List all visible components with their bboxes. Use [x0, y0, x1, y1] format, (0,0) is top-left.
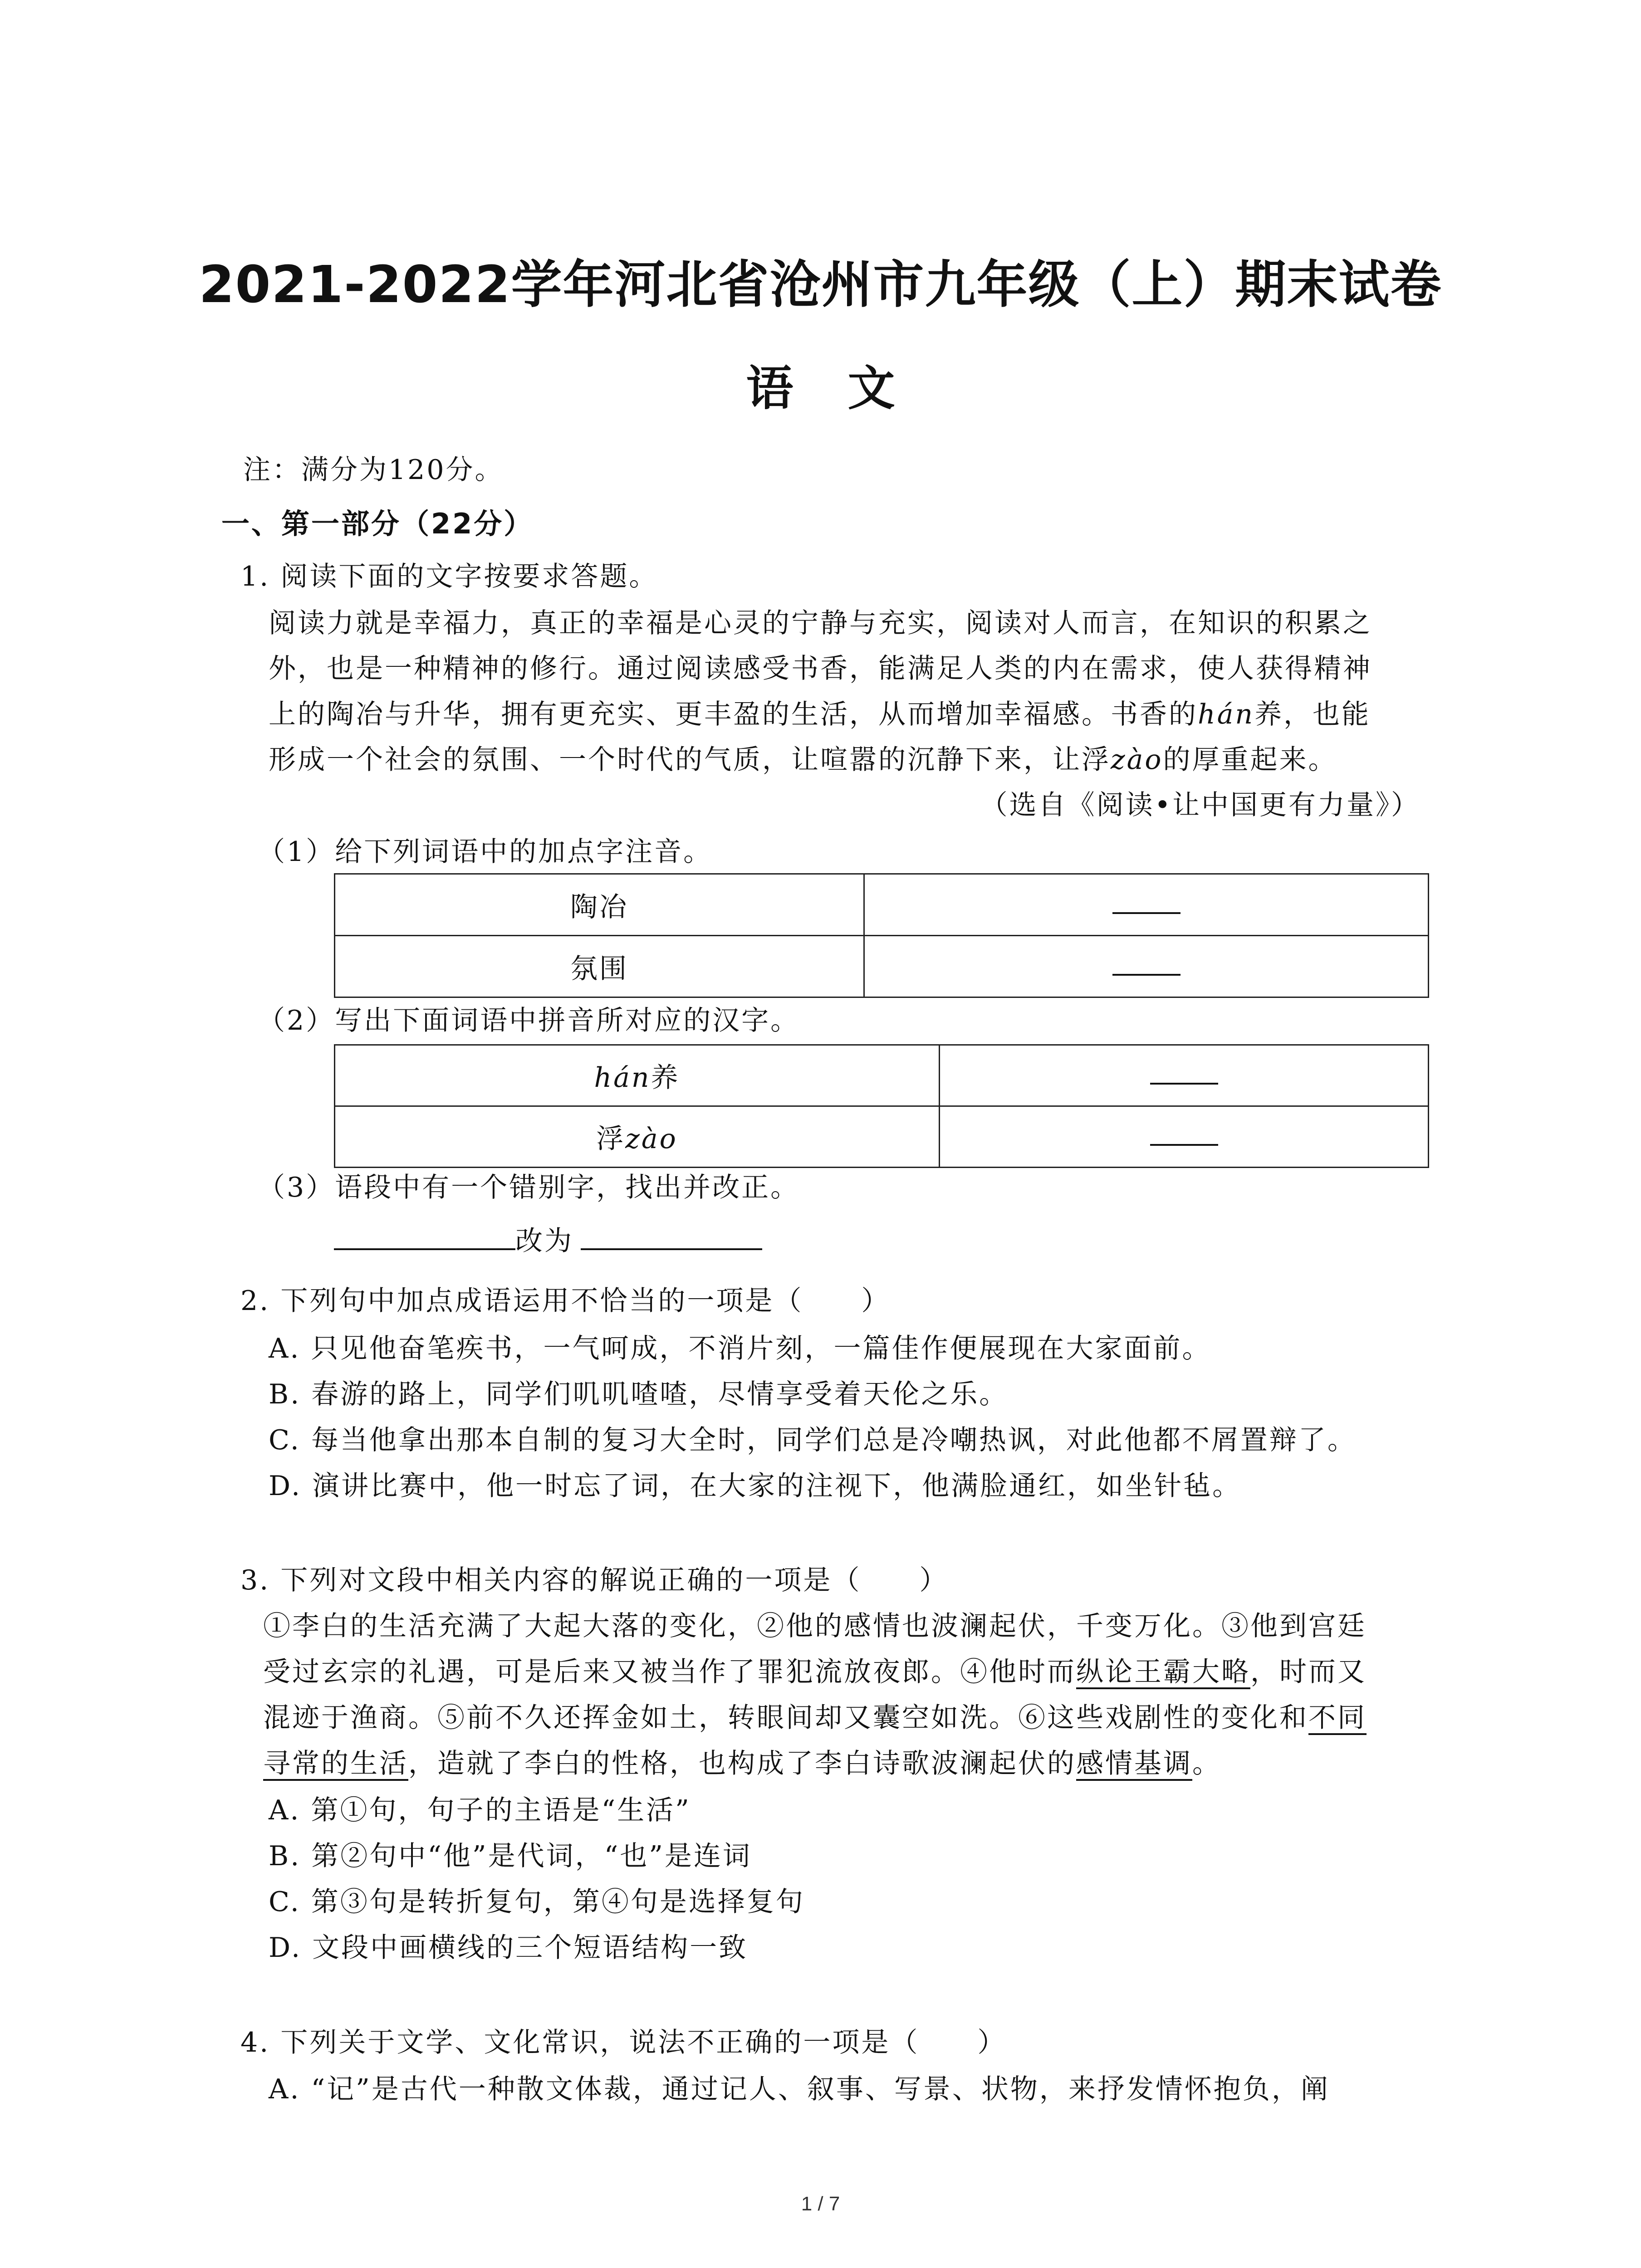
q3-option-a: A. 第①句，句子的主语是“生活”	[269, 1794, 691, 1826]
phonetic-word-2: 氛围	[335, 936, 864, 997]
hanzi-word-1	[335, 1045, 940, 1106]
q3-option-c: C. 第③句是转折复句，第④句是选择复句	[269, 1886, 805, 1918]
q1-sub3: （3）语段中有一个错别字，找出并改正。	[258, 1172, 800, 1203]
phonetic-table	[334, 873, 1429, 998]
q1-passage-line-3-end: 养，也能	[1254, 699, 1371, 730]
q1-passage-line-4-text: 形成一个社会的氛围、一个时代的气质，让喧嚣的沉静下来，让浮	[269, 744, 1111, 776]
page-number: 1 / 7	[801, 2193, 840, 2215]
q1-passage-line-2: 外，也是一种精神的修行。通过阅读感受书香，能满足人类的内在需求，使人获得精神	[269, 653, 1372, 684]
exam-title: 2021-2022学年河北省沧州市九年级（上）期末试卷	[199, 255, 1442, 314]
q3-passage-line-2	[263, 1655, 1367, 1689]
q3-line-4-end: 。	[1192, 1748, 1221, 1779]
underlined-phrase-1: 纵论王霸大略	[1076, 1656, 1250, 1688]
hanzi-table	[334, 1044, 1429, 1168]
q3-line-4-text: ，造就了李白的性格，也构成了李白诗歌波澜起伏的	[408, 1748, 1076, 1779]
underlined-phrase-2-end: 寻常的生活	[263, 1748, 408, 1779]
q3-passage-line-1: ①李白的生活充满了大起大落的变化，②他的感情也波澜起伏，千变万化。③他到宫廷	[263, 1610, 1367, 1642]
q1-sub1: （1）给下列词语中的加点字注音。	[258, 836, 713, 868]
wrong-char-blank[interactable]	[334, 1221, 515, 1250]
q1-sub2: （2）写出下面词语中拼音所对应的汉字。	[258, 1005, 800, 1036]
q1-passage-line-3	[269, 697, 1371, 732]
q1-passage-line-4	[269, 743, 1337, 777]
pinyin-zao: zào	[1111, 744, 1163, 776]
phonetic-answer-1[interactable]	[864, 874, 1429, 936]
underlined-phrase-3: 感情基调	[1076, 1748, 1192, 1779]
answer-blank	[1150, 1124, 1218, 1146]
q2-option-d: D. 演讲比赛中，他一时忘了词，在大家的注视下，他满脸通红，如坐针毡。	[269, 1470, 1242, 1502]
q3-line-2-text: 受过玄宗的礼遇，可是后来又被当作了罪犯流放夜郎。④他时而	[263, 1656, 1076, 1688]
q3-option-b: B. 第②句中“他”是代词，“也”是连词	[269, 1840, 752, 1872]
q1-passage-line-3-text: 上的陶冶与升华，拥有更充实、更丰盈的生活，从而增加幸福感。书香的	[269, 699, 1198, 730]
score-note: 注：满分为120分。	[243, 454, 504, 486]
answer-blank	[1112, 954, 1181, 976]
passage-source: （选自《阅读•让中国更有力量》）	[980, 789, 1420, 821]
answer-blank	[1112, 892, 1181, 914]
q4-option-a: A. “记”是古代一种散文体裁，通过记人、叙事、写景、状物，来抒发情怀抱负，阐	[269, 2073, 1330, 2105]
q4-stem: 4. 下列关于文学、文化常识，说法不正确的一项是（ ）	[240, 2027, 1007, 2058]
underlined-phrase-2-start: 不同	[1308, 1702, 1367, 1734]
q3-option-d: D. 文段中画横线的三个短语结构一致	[269, 1932, 748, 1964]
q2-option-a: A. 只见他奋笔疾书，一气呵成，不消片刻，一篇佳作便展现在大家面前。	[269, 1333, 1211, 1364]
q3-passage-line-3	[263, 1701, 1367, 1735]
phonetic-answer-2[interactable]	[864, 936, 1429, 997]
q2-option-b: B. 春游的路上，同学们叽叽喳喳，尽情享受着天伦之乐。	[269, 1378, 1009, 1410]
q3-line-2-end: ，时而又	[1250, 1656, 1367, 1688]
hanzi-answer-2[interactable]	[940, 1106, 1429, 1168]
hanzi-word-1-suffix: 养	[651, 1062, 680, 1094]
hanzi-answer-1[interactable]	[940, 1045, 1429, 1106]
q2-stem: 2. 下列句中加点成语运用不恰当的一项是（ ）	[240, 1285, 891, 1317]
hanzi-word-2-prefix: 浮	[596, 1123, 626, 1155]
hanzi-word-2	[335, 1106, 940, 1168]
section-heading: 一、第一部分（22分）	[221, 507, 534, 540]
subject-heading: 语文	[746, 361, 950, 416]
q1-passage-line-4-end: 的厚重起来。	[1163, 744, 1337, 776]
answer-blank	[1150, 1063, 1218, 1085]
q3-passage-line-4	[263, 1746, 1221, 1781]
q1-passage-line-1: 阅读力就是幸福力，真正的幸福是心灵的宁静与充实，阅读对人而言，在知识的积累之	[269, 607, 1372, 639]
q2-option-c: C. 每当他拿出那本自制的复习大全时，同学们总是冷嘲热讽，对此他都不屑置辩了。	[269, 1424, 1357, 1456]
correct-char-blank[interactable]	[581, 1221, 762, 1250]
change-to-label: 改为	[515, 1225, 573, 1257]
correction-row	[334, 1221, 762, 1258]
q3-stem: 3. 下列对文段中相关内容的解说正确的一项是（ ）	[240, 1564, 949, 1596]
hanzi-word-2-pinyin: zào	[625, 1123, 678, 1155]
phonetic-word-1: 陶冶	[335, 874, 864, 936]
hanzi-word-1-pinyin: hán	[594, 1062, 651, 1094]
pinyin-han: hán	[1198, 699, 1255, 730]
q1-stem: 1. 阅读下面的文字按要求答题。	[240, 561, 658, 592]
q3-line-3-text: 混迹于渔商。⑤前不久还挥金如土，转眼间却又囊空如洗。⑥这些戏剧性的变化和	[263, 1702, 1308, 1734]
